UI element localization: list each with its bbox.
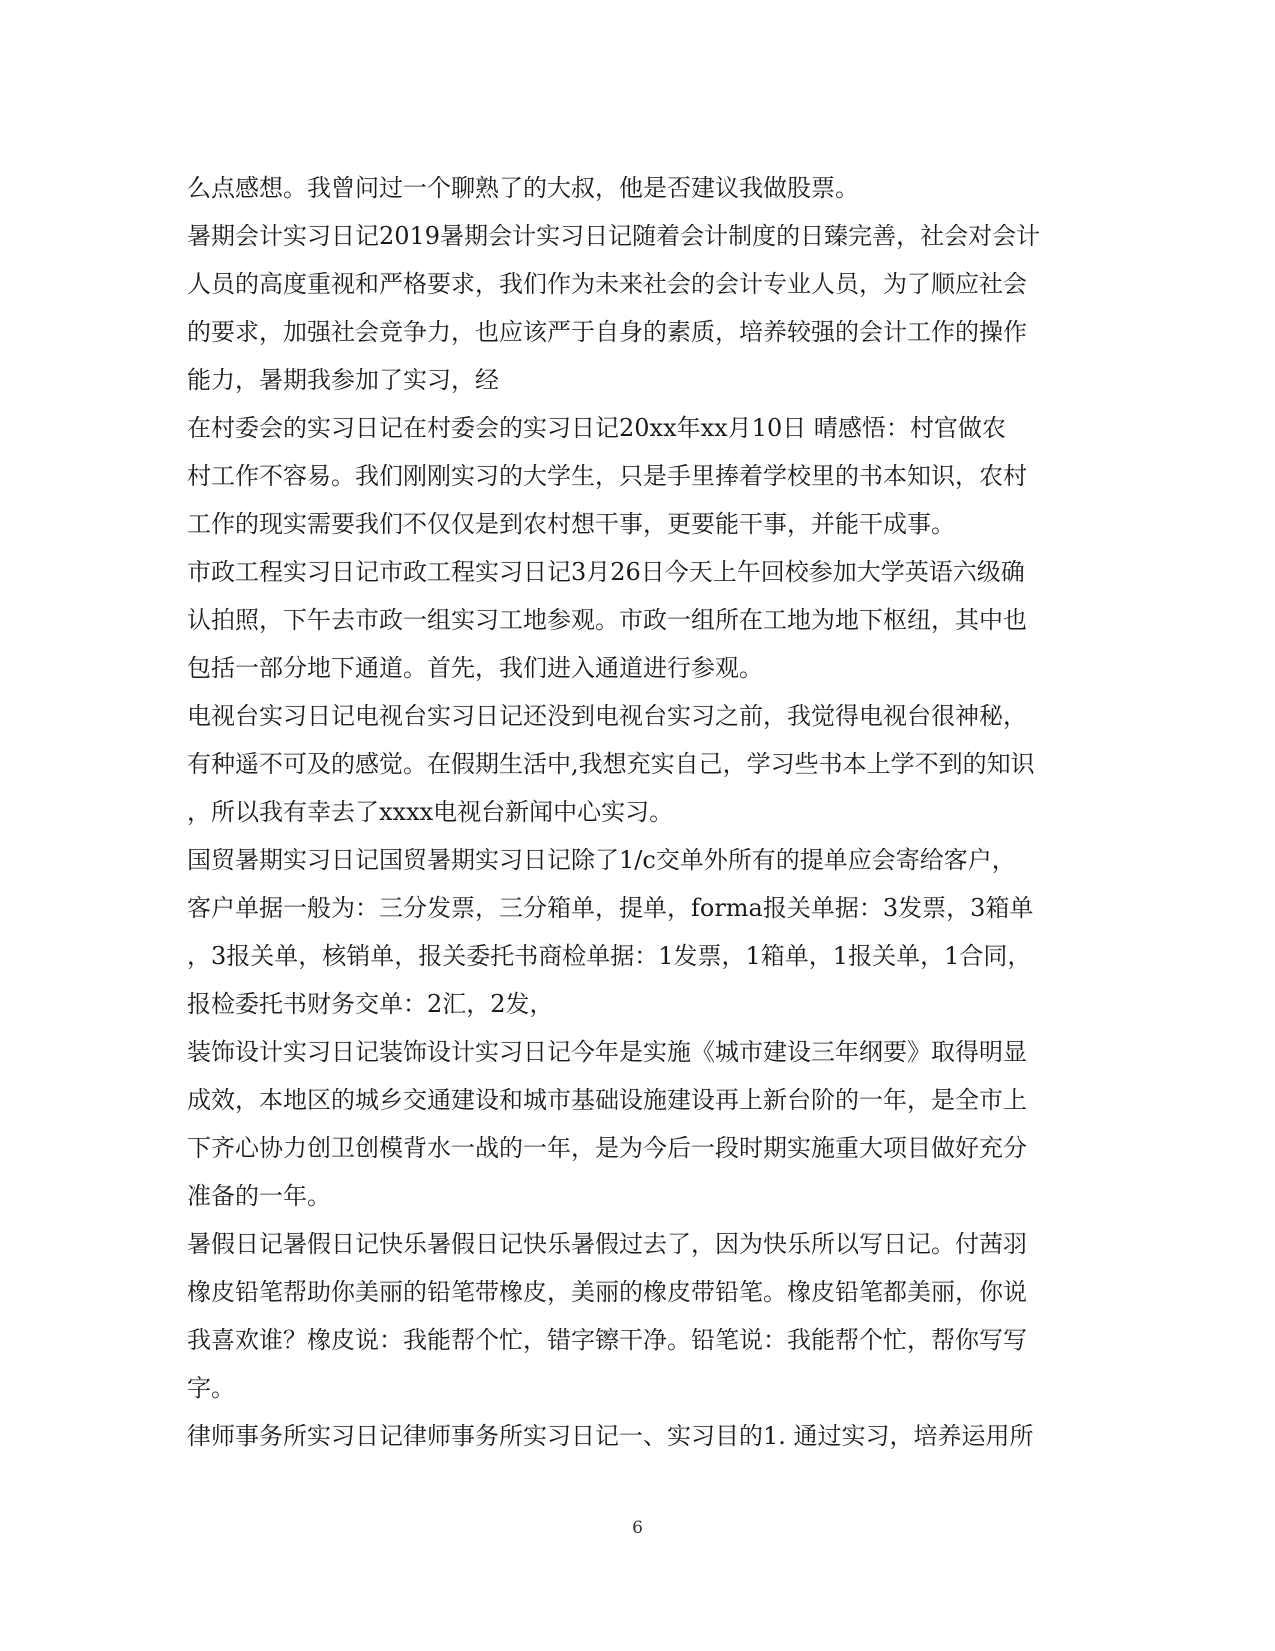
text-line: 认拍照，下午去市政一组实习工地参观。市政一组所在工地为地下枢纽，其中也	[187, 606, 1027, 634]
text-line: ，3报关单，核销单，报关委托书商检单据：1发票，1箱单，1报关单，1合同，	[187, 942, 1032, 970]
text-line: 我喜欢谁？橡皮说：我能帮个忙，错字镲干净。铅笔说：我能帮个忙，帮你写写	[187, 1326, 1027, 1354]
text-line: 报检委托书财务交单：2汇，2发，	[187, 990, 554, 1018]
page-number: 6	[632, 1518, 643, 1538]
text-line: 包括一部分地下通道。首先，我们进入通道进行参观。	[187, 654, 763, 682]
text-line: 有种遥不可及的感觉。在假期生活中,我想充实自己，学习些书本上学不到的知识	[187, 750, 1035, 778]
text-line: 在村委会的实习日记在村委会的实习日记20xx年xx月10日 晴感悟：村官做农	[187, 414, 1006, 442]
text-line: 准备的一年。	[187, 1182, 331, 1210]
text-line: 国贸暑期实习日记国贸暑期实习日记除了1/c交单外所有的提单应会寄给客户，	[187, 846, 1016, 874]
text-line: ，所以我有幸去了xxxx电视台新闻中心实习。	[187, 798, 674, 826]
text-line: 客户单据一般为：三分发票，三分箱单，提单，forma报关单据：3发票，3箱单	[187, 894, 1034, 922]
text-line: 成效，本地区的城乡交通建设和城市基础设施建设再上新台阶的一年，是全市上	[187, 1086, 1027, 1114]
text-line: 电视台实习日记电视台实习日记还没到电视台实习之前，我觉得电视台很神秘，	[187, 702, 1027, 730]
text-line: 律师事务所实习日记律师事务所实习日记一、实习目的1. 通过实习，培养运用所	[187, 1422, 1034, 1450]
body-text	[187, 164, 1087, 1460]
text-line: 装饰设计实习日记装饰设计实习日记今年是实施《城市建设三年纲要》取得明显	[187, 1038, 1027, 1066]
text-line: 么点感想。我曾问过一个聊熟了的大叔，他是否建议我做股票。	[187, 174, 859, 202]
text-line: 工作的现实需要我们不仅仅是到农村想干事，更要能干事，并能干成事。	[187, 510, 955, 538]
text-line: 字。	[187, 1374, 235, 1402]
text-line: 下齐心协力创卫创模背水一战的一年，是为今后一段时期实施重大项目做好充分	[187, 1134, 1027, 1162]
text-line: 暑期会计实习日记2019暑期会计实习日记随着会计制度的日臻完善，社会对会计	[187, 222, 1041, 250]
text-line: 的要求，加强社会竞争力，也应该严于自身的素质，培养较强的会计工作的操作	[187, 318, 1027, 346]
text-line: 人员的高度重视和严格要求，我们作为未来社会的会计专业人员，为了顺应社会	[187, 270, 1027, 298]
text-line: 市政工程实习日记市政工程实习日记3月26日今天上午回校参加大学英语六级确	[187, 558, 1025, 586]
text-line: 橡皮铅笔帮助你美丽的铅笔带橡皮，美丽的橡皮带铅笔。橡皮铅笔都美丽，你说	[187, 1278, 1027, 1306]
text-line: 村工作不容易。我们刚刚实习的大学生，只是手里捧着学校里的书本知识，农村	[187, 462, 1027, 490]
text-line: 能力，暑期我参加了实习，经	[187, 366, 499, 394]
text-line: 暑假日记暑假日记快乐暑假日记快乐暑假过去了，因为快乐所以写日记。付茜羽	[187, 1230, 1027, 1258]
